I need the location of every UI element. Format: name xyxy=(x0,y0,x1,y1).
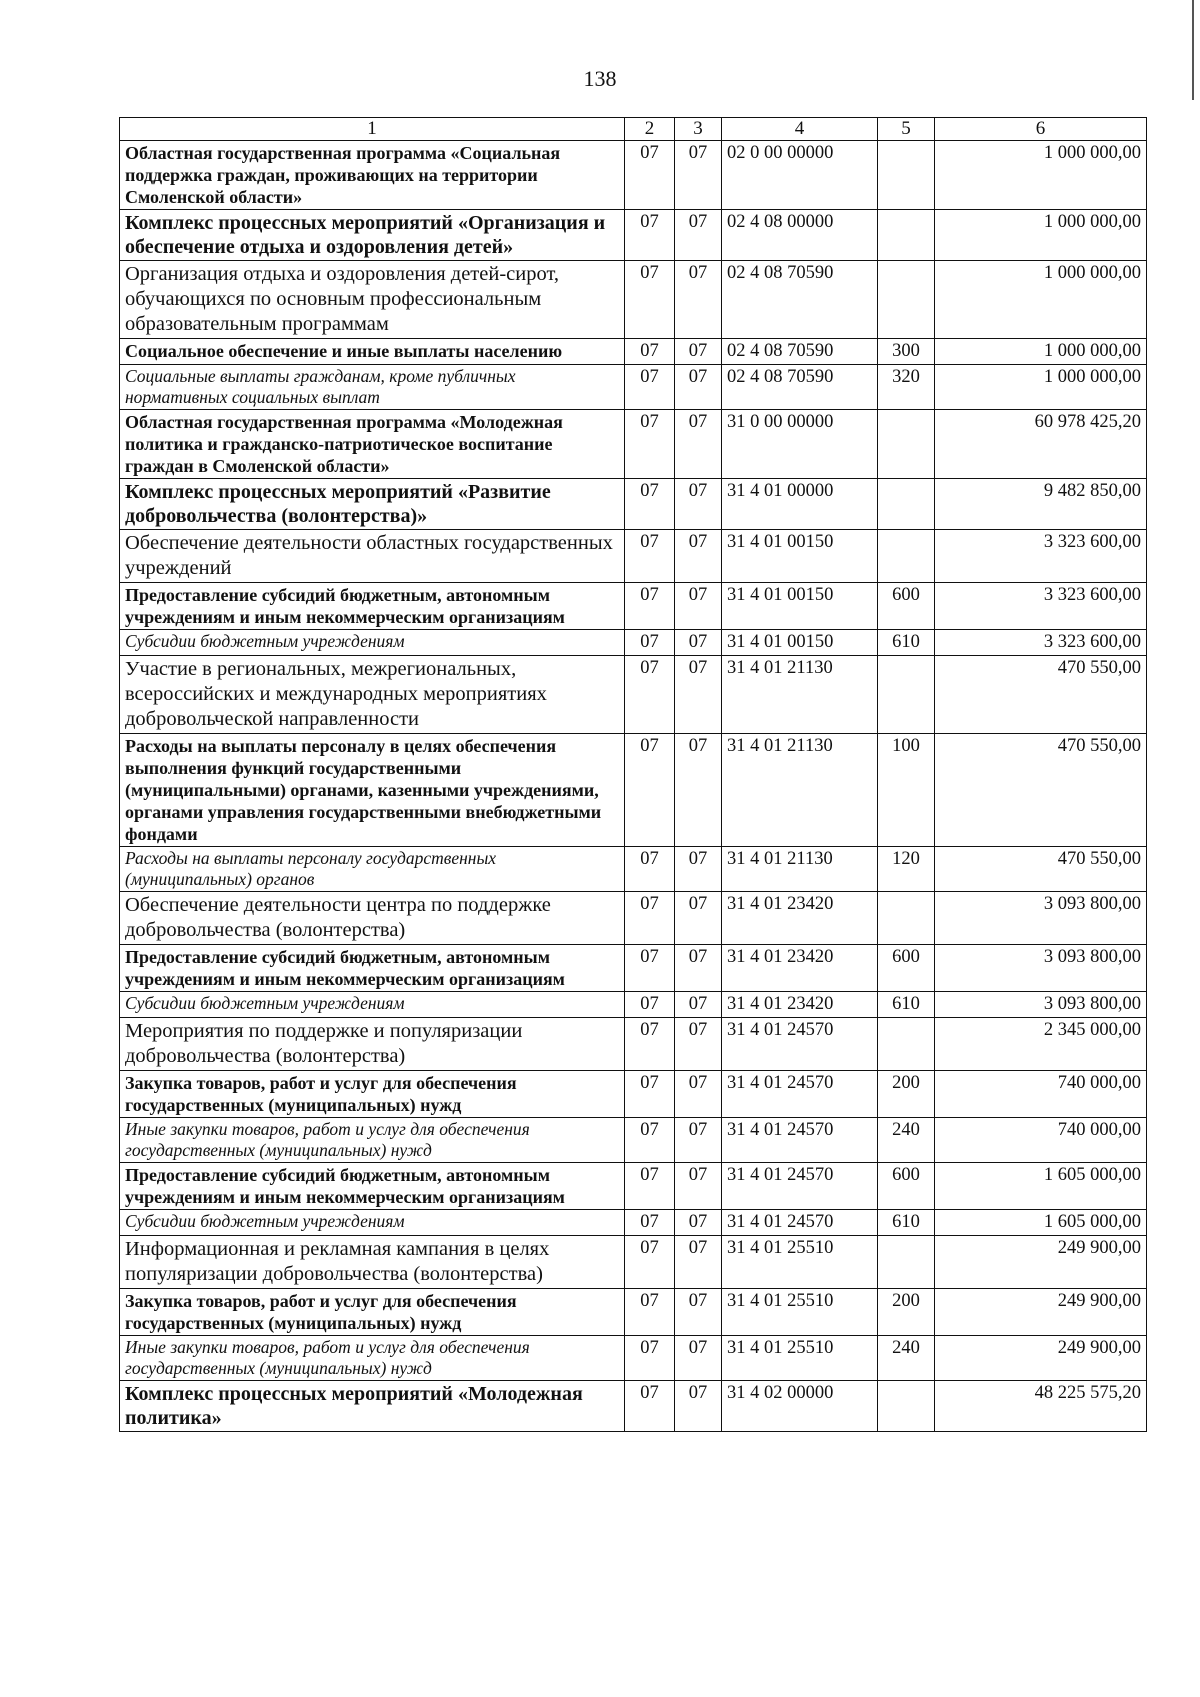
row-expense-type: 300 xyxy=(878,339,935,365)
row-subsection-code: 07 xyxy=(675,1236,722,1289)
budget-table-body xyxy=(120,118,1147,1432)
row-description: Закупка товаров, работ и услуг для обеспечения государственных (муниципальных) нужд xyxy=(120,1289,625,1336)
row-description: Иные закупки товаров, работ и услуг для обеспечения государственных (муниципальных) нужд xyxy=(120,1336,625,1381)
row-description: Расходы на выплаты персоналу государственных (муниципальных) органов xyxy=(120,847,625,892)
row-target-article: 31 4 01 24570 xyxy=(722,1118,878,1163)
row-expense-type: 200 xyxy=(878,1071,935,1118)
row-expense-type: 200 xyxy=(878,1289,935,1336)
row-target-article: 31 4 02 00000 xyxy=(722,1381,878,1432)
header-col-6: 6 xyxy=(935,118,1147,141)
table-row xyxy=(120,1236,1147,1289)
row-expense-type xyxy=(878,479,935,530)
row-expense-type: 600 xyxy=(878,583,935,630)
row-description: Закупка товаров, работ и услуг для обеспечения государственных (муниципальных) нужд xyxy=(120,1071,625,1118)
row-section-code: 07 xyxy=(625,1163,675,1210)
row-target-article: 31 4 01 25510 xyxy=(722,1336,878,1381)
row-target-article: 02 0 00 00000 xyxy=(722,141,878,210)
row-description: Обеспечение деятельности областных государственных учреждений xyxy=(120,530,625,583)
row-amount: 1 000 000,00 xyxy=(935,141,1147,210)
row-subsection-code: 07 xyxy=(675,410,722,479)
row-amount: 1 605 000,00 xyxy=(935,1163,1147,1210)
row-section-code: 07 xyxy=(625,630,675,656)
row-subsection-code: 07 xyxy=(675,892,722,945)
row-amount: 3 093 800,00 xyxy=(935,945,1147,992)
row-section-code: 07 xyxy=(625,1018,675,1071)
row-subsection-code: 07 xyxy=(675,1289,722,1336)
table-row xyxy=(120,1018,1147,1071)
row-amount: 2 345 000,00 xyxy=(935,1018,1147,1071)
row-description: Субсидии бюджетным учреждениям xyxy=(120,1210,625,1236)
row-description: Информационная и рекламная кампания в целях популяризации добровольчества (волонтерства) xyxy=(120,1236,625,1289)
row-target-article: 31 0 00 00000 xyxy=(722,410,878,479)
row-subsection-code: 07 xyxy=(675,1071,722,1118)
row-expense-type xyxy=(878,210,935,261)
row-subsection-code: 07 xyxy=(675,583,722,630)
table-row xyxy=(120,479,1147,530)
row-target-article: 31 4 01 21130 xyxy=(722,734,878,847)
header-col-5: 5 xyxy=(878,118,935,141)
row-amount: 3 323 600,00 xyxy=(935,530,1147,583)
row-subsection-code: 07 xyxy=(675,365,722,410)
row-amount: 1 000 000,00 xyxy=(935,210,1147,261)
table-row xyxy=(120,1289,1147,1336)
row-subsection-code: 07 xyxy=(675,1381,722,1432)
row-target-article: 31 4 01 21130 xyxy=(722,847,878,892)
row-section-code: 07 xyxy=(625,1071,675,1118)
row-description: Комплекс процессных мероприятий «Организация и обеспечение отдыха и оздоровления детей» xyxy=(120,210,625,261)
row-amount: 249 900,00 xyxy=(935,1336,1147,1381)
table-row xyxy=(120,1071,1147,1118)
row-amount: 740 000,00 xyxy=(935,1118,1147,1163)
budget-table xyxy=(119,117,1147,1432)
row-section-code: 07 xyxy=(625,1236,675,1289)
row-expense-type: 120 xyxy=(878,847,935,892)
row-subsection-code: 07 xyxy=(675,945,722,992)
row-description: Предоставление субсидий бюджетным, автономным учреждениям и иным некоммерческим организациям xyxy=(120,945,625,992)
row-target-article: 31 4 01 00150 xyxy=(722,530,878,583)
row-amount: 1 605 000,00 xyxy=(935,1210,1147,1236)
row-amount: 3 323 600,00 xyxy=(935,630,1147,656)
row-target-article: 31 4 01 23420 xyxy=(722,945,878,992)
row-description: Мероприятия по поддержке и популяризации добровольчества (волонтерства) xyxy=(120,1018,625,1071)
row-expense-type xyxy=(878,530,935,583)
table-row xyxy=(120,892,1147,945)
row-subsection-code: 07 xyxy=(675,1210,722,1236)
row-expense-type: 320 xyxy=(878,365,935,410)
row-section-code: 07 xyxy=(625,210,675,261)
row-description: Иные закупки товаров, работ и услуг для обеспечения государственных (муниципальных) нужд xyxy=(120,1118,625,1163)
row-section-code: 07 xyxy=(625,847,675,892)
row-description: Организация отдыха и оздоровления детей-сирот, обучающихся по основным профессиональным образовательным программам xyxy=(120,261,625,339)
row-description: Предоставление субсидий бюджетным, автономным учреждениям и иным некоммерческим организациям xyxy=(120,583,625,630)
row-subsection-code: 07 xyxy=(675,847,722,892)
row-amount: 1 000 000,00 xyxy=(935,365,1147,410)
row-description: Социальные выплаты гражданам, кроме публичных нормативных социальных выплат xyxy=(120,365,625,410)
row-section-code: 07 xyxy=(625,530,675,583)
row-section-code: 07 xyxy=(625,892,675,945)
row-expense-type: 240 xyxy=(878,1336,935,1381)
table-row xyxy=(120,992,1147,1018)
row-amount: 470 550,00 xyxy=(935,734,1147,847)
row-target-article: 31 4 01 24570 xyxy=(722,1071,878,1118)
row-amount: 3 093 800,00 xyxy=(935,992,1147,1018)
row-expense-type xyxy=(878,261,935,339)
row-description: Областная государственная программа «Социальная поддержка граждан, проживающих на территории Смоленской области» xyxy=(120,141,625,210)
row-target-article: 31 4 01 00150 xyxy=(722,630,878,656)
table-row xyxy=(120,1336,1147,1381)
row-description: Субсидии бюджетным учреждениям xyxy=(120,992,625,1018)
table-row xyxy=(120,1118,1147,1163)
row-target-article: 02 4 08 00000 xyxy=(722,210,878,261)
row-description: Предоставление субсидий бюджетным, автономным учреждениям и иным некоммерческим организациям xyxy=(120,1163,625,1210)
row-target-article: 31 4 01 00150 xyxy=(722,583,878,630)
row-subsection-code: 07 xyxy=(675,1018,722,1071)
row-section-code: 07 xyxy=(625,1381,675,1432)
row-section-code: 07 xyxy=(625,1210,675,1236)
header-col-4: 4 xyxy=(722,118,878,141)
row-description: Социальное обеспечение и иные выплаты населению xyxy=(120,339,625,365)
row-expense-type: 610 xyxy=(878,630,935,656)
row-section-code: 07 xyxy=(625,261,675,339)
row-expense-type: 610 xyxy=(878,1210,935,1236)
row-amount: 740 000,00 xyxy=(935,1071,1147,1118)
row-subsection-code: 07 xyxy=(675,339,722,365)
table-row xyxy=(120,1381,1147,1432)
row-target-article: 31 4 01 00000 xyxy=(722,479,878,530)
row-section-code: 07 xyxy=(625,992,675,1018)
row-expense-type: 100 xyxy=(878,734,935,847)
row-target-article: 31 4 01 24570 xyxy=(722,1163,878,1210)
row-subsection-code: 07 xyxy=(675,261,722,339)
row-subsection-code: 07 xyxy=(675,530,722,583)
table-row xyxy=(120,410,1147,479)
row-amount: 1 000 000,00 xyxy=(935,261,1147,339)
row-expense-type xyxy=(878,892,935,945)
row-amount: 3 093 800,00 xyxy=(935,892,1147,945)
row-expense-type xyxy=(878,1018,935,1071)
row-amount: 3 323 600,00 xyxy=(935,583,1147,630)
table-row xyxy=(120,734,1147,847)
row-section-code: 07 xyxy=(625,1118,675,1163)
row-expense-type xyxy=(878,656,935,734)
row-section-code: 07 xyxy=(625,141,675,210)
row-section-code: 07 xyxy=(625,734,675,847)
row-expense-type: 600 xyxy=(878,1163,935,1210)
table-row xyxy=(120,1163,1147,1210)
row-section-code: 07 xyxy=(625,583,675,630)
row-subsection-code: 07 xyxy=(675,479,722,530)
table-row xyxy=(120,945,1147,992)
header-col-1: 1 xyxy=(120,118,625,141)
row-subsection-code: 07 xyxy=(675,1118,722,1163)
row-section-code: 07 xyxy=(625,339,675,365)
row-description: Обеспечение деятельности центра по поддержке добровольчества (волонтерства) xyxy=(120,892,625,945)
row-section-code: 07 xyxy=(625,1289,675,1336)
row-description: Комплекс процессных мероприятий «Молодежная политика» xyxy=(120,1381,625,1432)
table-header-row xyxy=(120,118,1147,141)
row-amount: 60 978 425,20 xyxy=(935,410,1147,479)
row-amount: 249 900,00 xyxy=(935,1289,1147,1336)
table-row xyxy=(120,261,1147,339)
row-target-article: 02 4 08 70590 xyxy=(722,365,878,410)
row-description: Комплекс процессных мероприятий «Развитие добровольчества (волонтерства)» xyxy=(120,479,625,530)
row-target-article: 31 4 01 24570 xyxy=(722,1018,878,1071)
row-description: Расходы на выплаты персоналу в целях обеспечения выполнения функций государственными (муниципальными) органами, казенными учреждениями, органами управления государственными внебюджетными фондами xyxy=(120,734,625,847)
row-description: Субсидии бюджетным учреждениям xyxy=(120,630,625,656)
row-target-article: 02 4 08 70590 xyxy=(722,339,878,365)
row-section-code: 07 xyxy=(625,656,675,734)
table-row xyxy=(120,210,1147,261)
row-expense-type: 240 xyxy=(878,1118,935,1163)
row-amount: 48 225 575,20 xyxy=(935,1381,1147,1432)
row-amount: 470 550,00 xyxy=(935,847,1147,892)
row-section-code: 07 xyxy=(625,1336,675,1381)
row-expense-type: 610 xyxy=(878,992,935,1018)
table-row xyxy=(120,656,1147,734)
row-expense-type xyxy=(878,141,935,210)
row-subsection-code: 07 xyxy=(675,141,722,210)
row-target-article: 31 4 01 25510 xyxy=(722,1236,878,1289)
row-section-code: 07 xyxy=(625,365,675,410)
row-description: Областная государственная программа «Молодежная политика и гражданско-патриотическое воспитание граждан в Смоленской области» xyxy=(120,410,625,479)
row-subsection-code: 07 xyxy=(675,992,722,1018)
table-row xyxy=(120,141,1147,210)
table-row xyxy=(120,630,1147,656)
row-amount: 1 000 000,00 xyxy=(935,339,1147,365)
row-section-code: 07 xyxy=(625,479,675,530)
table-row xyxy=(120,1210,1147,1236)
table-row xyxy=(120,365,1147,410)
row-target-article: 31 4 01 24570 xyxy=(722,1210,878,1236)
row-target-article: 31 4 01 25510 xyxy=(722,1289,878,1336)
table-row xyxy=(120,847,1147,892)
row-subsection-code: 07 xyxy=(675,630,722,656)
row-amount: 470 550,00 xyxy=(935,656,1147,734)
row-section-code: 07 xyxy=(625,945,675,992)
row-subsection-code: 07 xyxy=(675,210,722,261)
table-row xyxy=(120,583,1147,630)
row-expense-type xyxy=(878,1381,935,1432)
header-col-3: 3 xyxy=(675,118,722,141)
row-target-article: 02 4 08 70590 xyxy=(722,261,878,339)
row-description: Участие в региональных, межрегиональных, всероссийских и международных мероприятиях добровольческой направленности xyxy=(120,656,625,734)
row-section-code: 07 xyxy=(625,410,675,479)
row-target-article: 31 4 01 23420 xyxy=(722,892,878,945)
header-col-2: 2 xyxy=(625,118,675,141)
table-row xyxy=(120,530,1147,583)
row-amount: 9 482 850,00 xyxy=(935,479,1147,530)
row-target-article: 31 4 01 21130 xyxy=(722,656,878,734)
row-subsection-code: 07 xyxy=(675,734,722,847)
row-subsection-code: 07 xyxy=(675,1163,722,1210)
table-row xyxy=(120,339,1147,365)
row-amount: 249 900,00 xyxy=(935,1236,1147,1289)
row-expense-type xyxy=(878,410,935,479)
row-subsection-code: 07 xyxy=(675,1336,722,1381)
page-number: 138 xyxy=(583,66,617,91)
row-expense-type: 600 xyxy=(878,945,935,992)
row-target-article: 31 4 01 23420 xyxy=(722,992,878,1018)
row-expense-type xyxy=(878,1236,935,1289)
row-subsection-code: 07 xyxy=(675,656,722,734)
